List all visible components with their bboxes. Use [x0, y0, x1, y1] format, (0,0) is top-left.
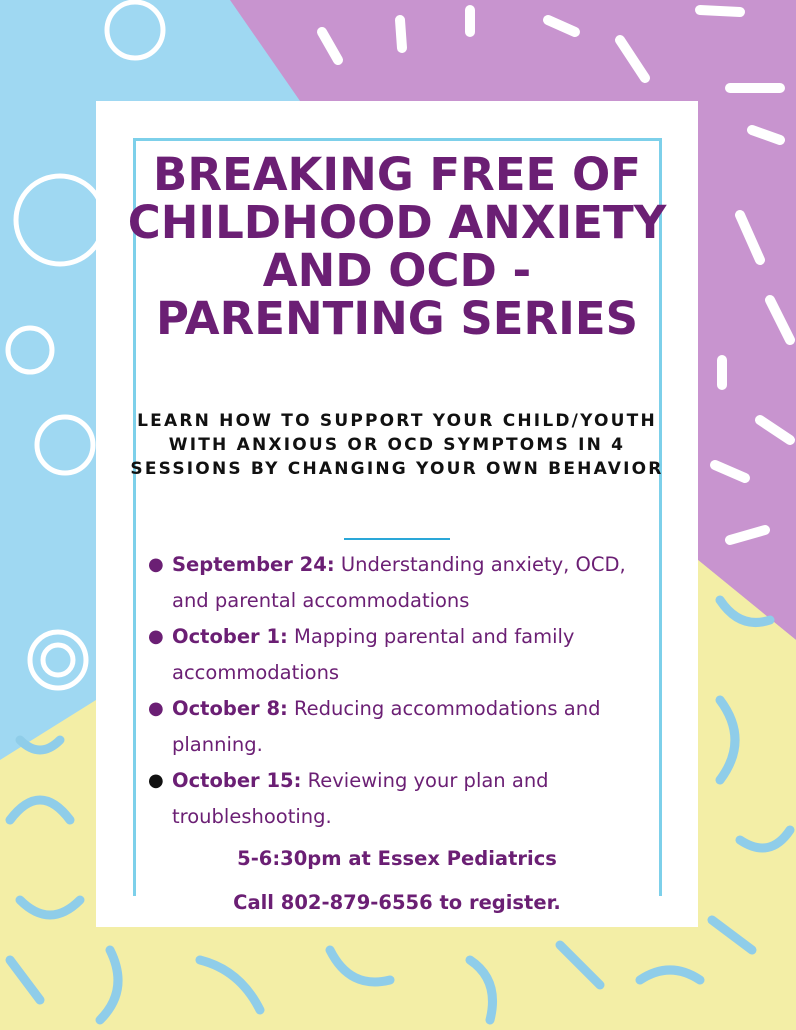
divider-line [344, 538, 450, 540]
bullet-dot-icon: ● [148, 554, 164, 575]
session-date: October 1: [172, 625, 288, 648]
time-location: 5-6:30pm at Essex Pediatrics [237, 847, 557, 870]
session-item [146, 763, 666, 835]
flyer-title: BREAKING FREE OF CHILDHOOD ANXIETY AND OCD - PARENTING SERIES [127, 148, 667, 345]
session-date: October 15: [172, 769, 302, 792]
session-item [146, 619, 666, 691]
session-topic: Understanding anxiety, OCD, and parental accommodations [172, 553, 626, 612]
session-topic: Reducing accommodations and planning. [172, 697, 601, 756]
bullet-dot-icon: ● [148, 698, 164, 719]
session-item [146, 691, 666, 763]
bullet-dot-icon: ● [148, 770, 164, 791]
bullet-dot-icon: ● [148, 626, 164, 647]
session-item [146, 547, 666, 619]
flyer-content [96, 101, 698, 927]
session-list [146, 547, 666, 835]
session-date: October 8: [172, 697, 288, 720]
session-date: September 24: [172, 553, 335, 576]
session-topic: Reviewing your plan and troubleshooting. [172, 769, 549, 828]
flyer-card [96, 101, 698, 927]
register-call: Call 802-879-6556 to register. [233, 891, 561, 914]
session-topic: Mapping parental and family accommodations [172, 625, 575, 684]
flyer-subtitle: LEARN HOW TO SUPPORT YOUR CHILD/YOUTH WITH ANXIOUS OR OCD SYMPTOMS IN 4 SESSIONS BY CHANGING YOUR OWN BEHAVIOR [130, 411, 664, 479]
